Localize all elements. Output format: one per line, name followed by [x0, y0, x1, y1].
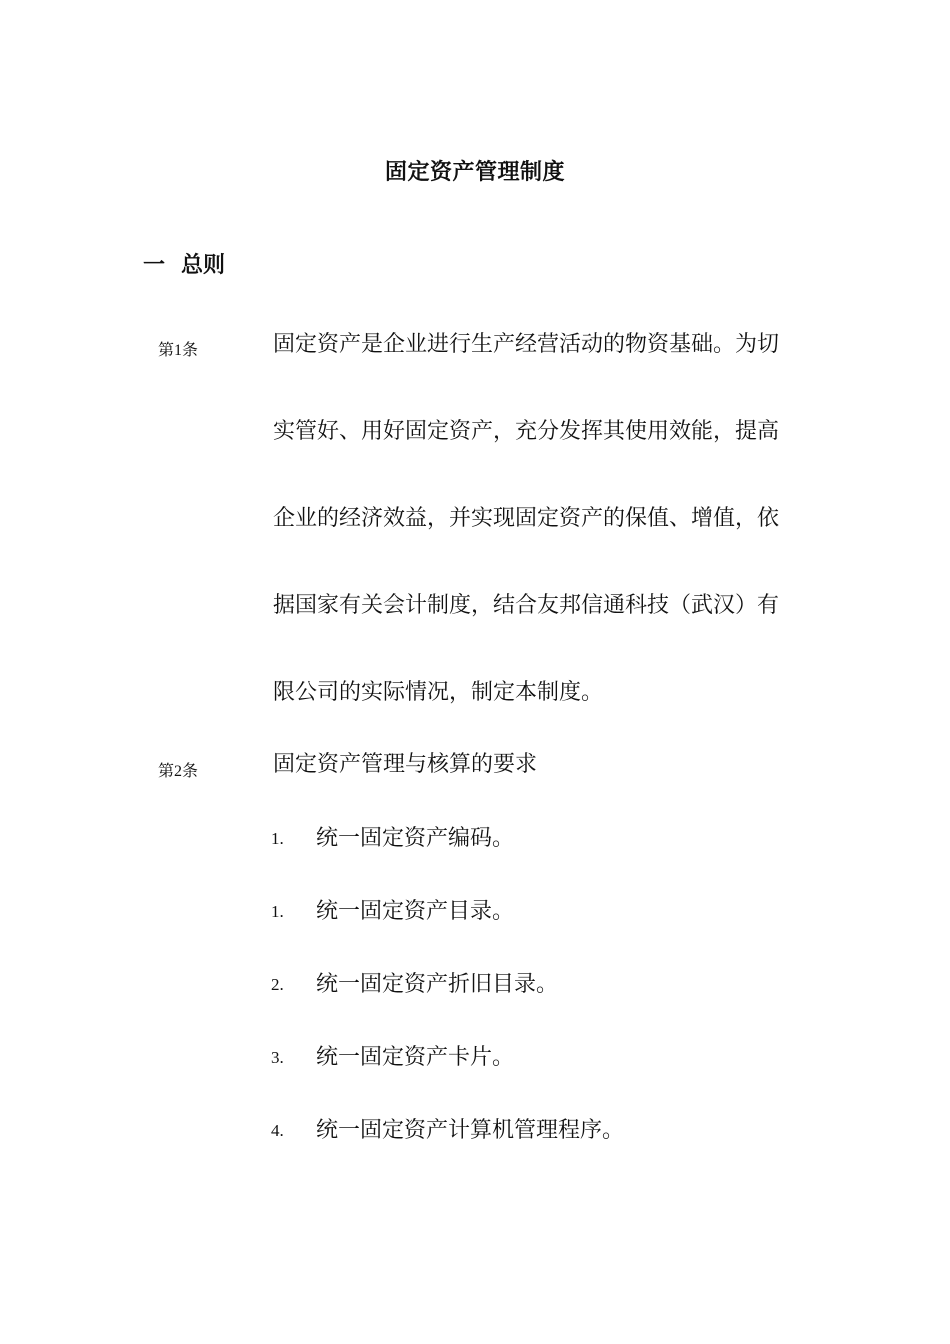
list-item-text: 统一固定资产卡片。: [316, 1045, 515, 1070]
list-item-marker: 2.: [271, 975, 284, 994]
section-heading: [143, 248, 225, 279]
list-item: [271, 970, 558, 1000]
list-item-text: 统一固定资产目录。: [316, 899, 515, 924]
document-title: 固定资产管理制度: [384, 160, 565, 185]
section-title: 总则: [181, 253, 226, 278]
list-item: [271, 897, 514, 927]
list-item: [271, 1043, 514, 1073]
list-item: [271, 824, 514, 854]
list-item: [271, 1116, 624, 1146]
article-1-body: [273, 330, 808, 765]
section-number: 一: [143, 253, 166, 278]
article-1-line: 据国家有关会计制度，结合友邦信通科技（武汉）有: [273, 593, 780, 618]
article-1-line: 企业的经济效益，并实现固定资产的保值、增值，依: [273, 506, 780, 531]
list-item-marker: 4.: [271, 1121, 284, 1140]
article-1-line: 实管好、用好固定资产，充分发挥其使用效能，提高: [273, 419, 780, 444]
list-item-text: 统一固定资产计算机管理程序。: [316, 1118, 625, 1143]
list-item-marker: 1.: [271, 829, 284, 848]
article-2-title: 固定资产管理与核算的要求: [273, 752, 538, 777]
list-item-text: 统一固定资产编码。: [316, 826, 515, 851]
list-item-marker: 3.: [271, 1048, 284, 1067]
article-1-label: 第1条: [158, 342, 199, 359]
article-1-line: 限公司的实际情况，制定本制度。: [273, 680, 604, 705]
list-item-text: 统一固定资产折旧目录。: [316, 972, 559, 997]
list-item-marker: 1.: [271, 902, 284, 921]
article-1-line: 固定资产是企业进行生产经营活动的物资基础。为切: [273, 332, 780, 357]
article-2-label: 第2条: [158, 763, 199, 780]
